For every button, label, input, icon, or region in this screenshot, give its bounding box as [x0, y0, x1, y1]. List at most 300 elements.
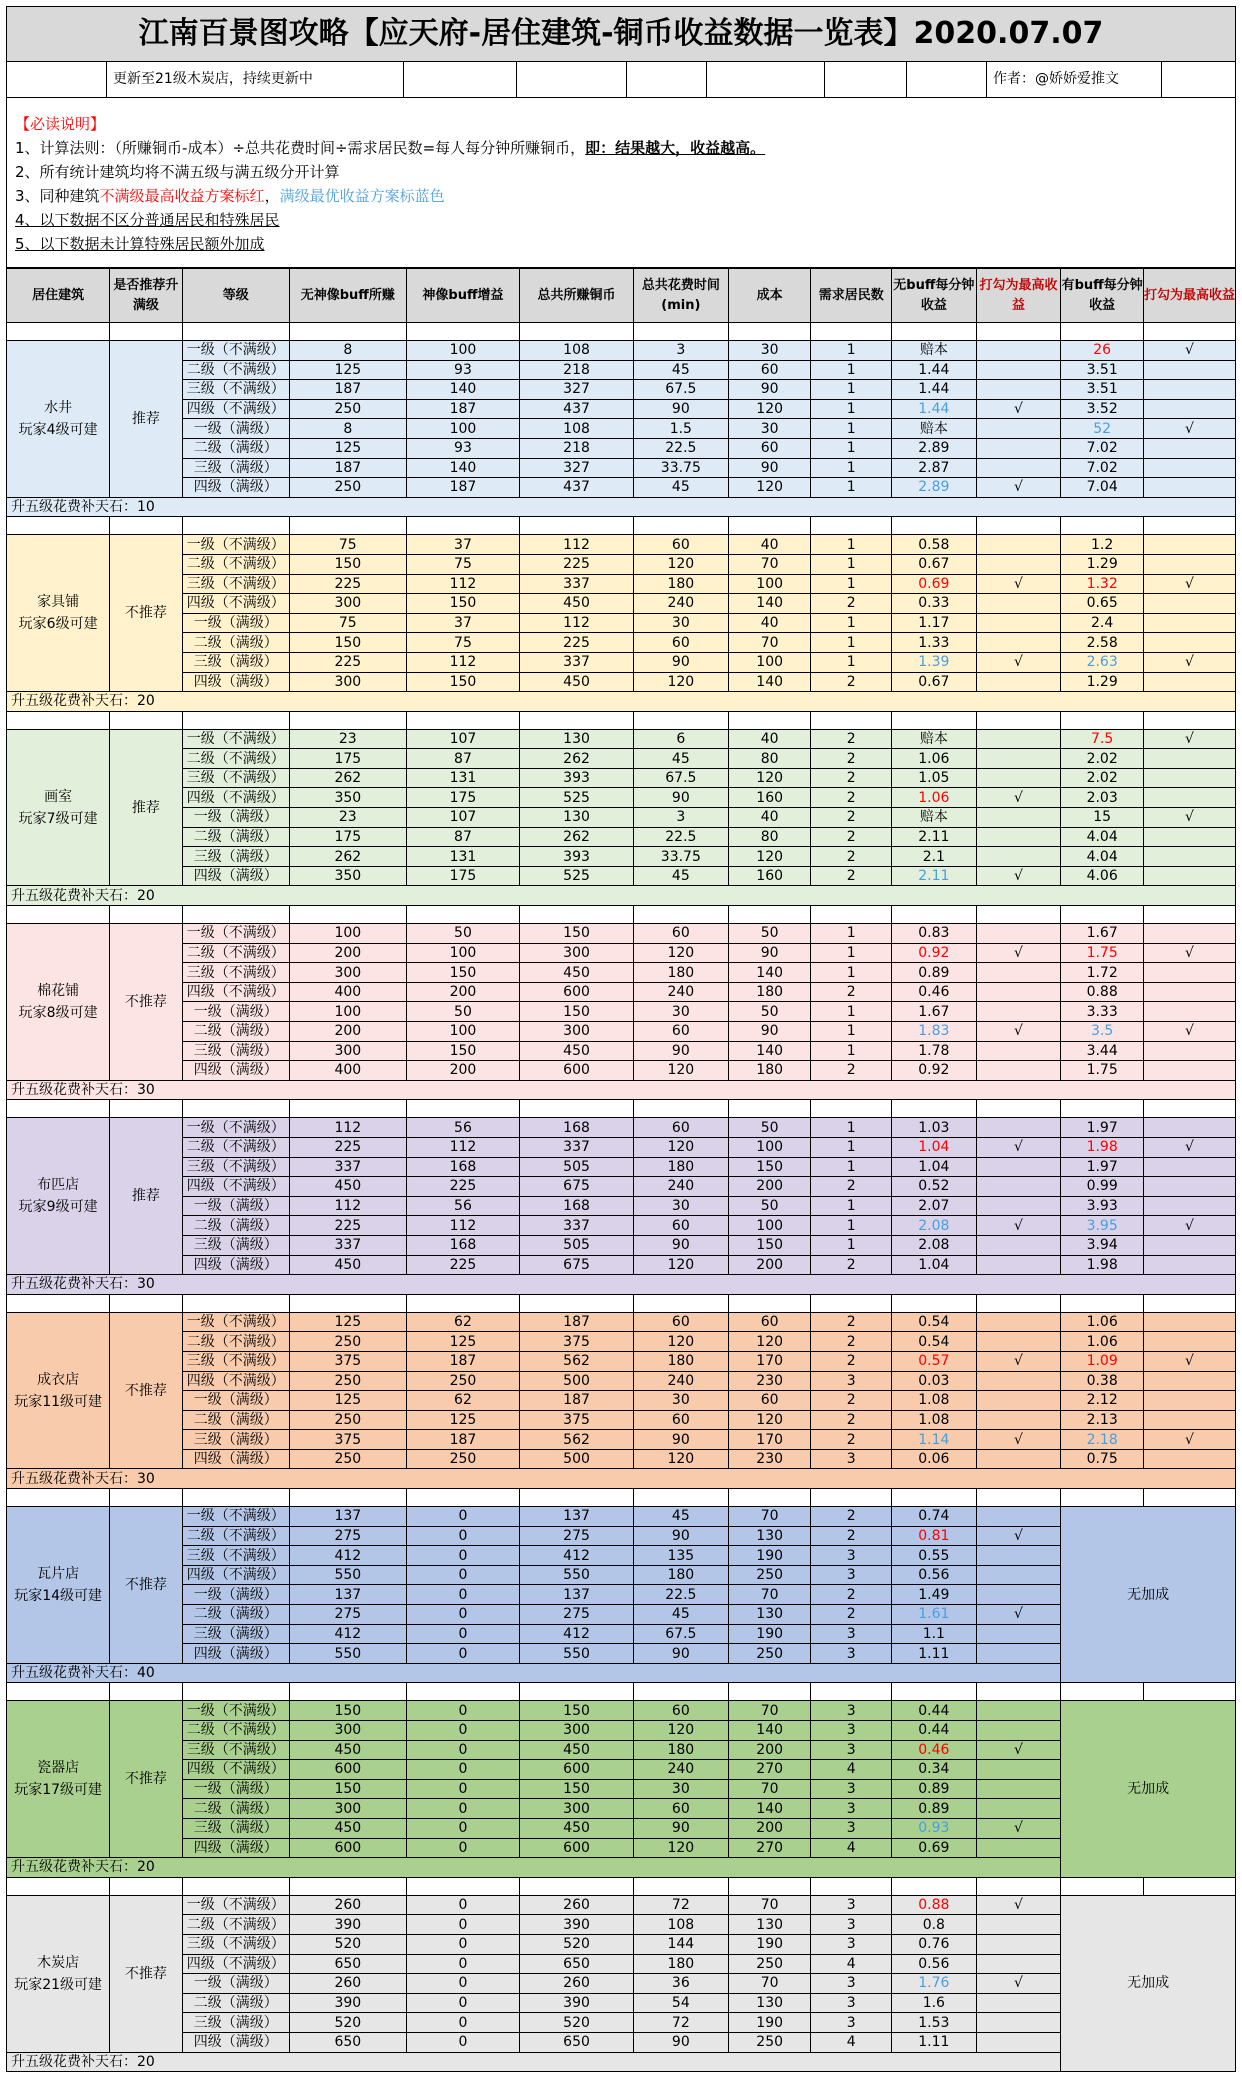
- value-cell[interactable]: 1: [811, 360, 892, 380]
- value-cell[interactable]: 7.5: [1061, 729, 1144, 749]
- value-cell[interactable]: 3: [633, 341, 728, 361]
- building-name-cell[interactable]: [7, 1507, 110, 1664]
- value-cell[interactable]: 1: [811, 963, 892, 983]
- value-cell[interactable]: 40: [728, 808, 811, 828]
- value-cell[interactable]: 140: [728, 963, 811, 983]
- empty-cell[interactable]: [1061, 1877, 1144, 1895]
- value-cell[interactable]: 0.57: [892, 1351, 977, 1371]
- column-header[interactable]: 是否推荐升满级: [110, 269, 182, 323]
- value-cell[interactable]: 180: [633, 1157, 728, 1177]
- empty-cell[interactable]: [406, 711, 520, 729]
- value-cell[interactable]: 37: [406, 535, 520, 555]
- value-cell[interactable]: 112: [289, 1196, 406, 1216]
- value-cell[interactable]: 350: [289, 866, 406, 886]
- empty-cell[interactable]: [406, 1489, 520, 1507]
- level-cell[interactable]: 三级（满级）: [182, 458, 289, 478]
- value-cell[interactable]: 275: [289, 1605, 406, 1625]
- empty-cell[interactable]: [289, 1877, 406, 1895]
- value-cell[interactable]: 0: [406, 1895, 520, 1915]
- empty-cell[interactable]: [976, 1294, 1061, 1312]
- value-cell[interactable]: 0.89: [892, 1779, 977, 1799]
- no-buff-cell[interactable]: 无加成: [1061, 1895, 1236, 2071]
- value-cell[interactable]: 67.5: [633, 1624, 728, 1644]
- value-cell[interactable]: 2: [811, 1391, 892, 1411]
- level-cell[interactable]: 三级（不满级）: [182, 574, 289, 594]
- value-cell[interactable]: 3.44: [1061, 1041, 1144, 1061]
- value-cell[interactable]: 108: [520, 419, 634, 439]
- value-cell[interactable]: 1.97: [1061, 1118, 1144, 1138]
- value-cell[interactable]: 275: [289, 1526, 406, 1546]
- level-cell[interactable]: 四级（满级）: [182, 478, 289, 498]
- value-cell[interactable]: 120: [728, 768, 811, 788]
- empty-cell[interactable]: [289, 906, 406, 924]
- value-cell[interactable]: 0.54: [892, 1332, 977, 1352]
- value-cell[interactable]: √: [1143, 574, 1235, 594]
- empty-cell[interactable]: [182, 1877, 289, 1895]
- value-cell[interactable]: 150: [728, 1157, 811, 1177]
- value-cell[interactable]: [976, 808, 1061, 828]
- value-cell[interactable]: 230: [728, 1371, 811, 1391]
- value-cell[interactable]: 60: [728, 360, 811, 380]
- value-cell[interactable]: 30: [728, 341, 811, 361]
- value-cell[interactable]: 500: [520, 1371, 634, 1391]
- level-cell[interactable]: 二级（满级）: [182, 1216, 289, 1236]
- value-cell[interactable]: 600: [520, 1061, 634, 1081]
- empty-cell[interactable]: [1061, 517, 1144, 535]
- empty-cell[interactable]: [1143, 1683, 1235, 1701]
- value-cell[interactable]: 450: [520, 594, 634, 614]
- value-cell[interactable]: [1143, 1041, 1235, 1061]
- column-header[interactable]: 成本: [728, 269, 811, 323]
- value-cell[interactable]: [1143, 554, 1235, 574]
- value-cell[interactable]: 140: [406, 458, 520, 478]
- value-cell[interactable]: 337: [289, 1235, 406, 1255]
- value-cell[interactable]: 2.13: [1061, 1410, 1144, 1430]
- value-cell[interactable]: 300: [289, 963, 406, 983]
- value-cell[interactable]: 180: [633, 1565, 728, 1585]
- level-cell[interactable]: 三级（满级）: [182, 652, 289, 672]
- stone-cost[interactable]: 升五级花费补天石：40: [7, 1663, 1061, 1683]
- value-cell[interactable]: 230: [728, 1449, 811, 1469]
- value-cell[interactable]: 2.4: [1061, 613, 1144, 633]
- value-cell[interactable]: 550: [289, 1644, 406, 1664]
- empty-cell[interactable]: [892, 1877, 977, 1895]
- value-cell[interactable]: 90: [728, 458, 811, 478]
- value-cell[interactable]: 1: [811, 399, 892, 419]
- value-cell[interactable]: 50: [728, 1002, 811, 1022]
- empty-cell[interactable]: [182, 1683, 289, 1701]
- value-cell[interactable]: [1143, 594, 1235, 614]
- value-cell[interactable]: 1.04: [892, 1157, 977, 1177]
- value-cell[interactable]: 120: [633, 1721, 728, 1741]
- value-cell[interactable]: 2: [811, 808, 892, 828]
- value-cell[interactable]: 218: [520, 438, 634, 458]
- value-cell[interactable]: [976, 1546, 1061, 1566]
- value-cell[interactable]: 2.08: [892, 1235, 977, 1255]
- value-cell[interactable]: 0.74: [892, 1507, 977, 1527]
- stone-cost[interactable]: 升五级花费补天石：20: [7, 1858, 1061, 1878]
- value-cell[interactable]: 3: [811, 1934, 892, 1954]
- column-header[interactable]: 总共花费时间(min): [633, 269, 728, 323]
- value-cell[interactable]: 2: [811, 982, 892, 1002]
- value-cell[interactable]: 3.5: [1061, 1022, 1144, 1042]
- value-cell[interactable]: √: [1143, 652, 1235, 672]
- value-cell[interactable]: 520: [289, 1934, 406, 1954]
- value-cell[interactable]: 225: [289, 574, 406, 594]
- value-cell[interactable]: [976, 1118, 1061, 1138]
- value-cell[interactable]: 22.5: [633, 1585, 728, 1605]
- value-cell[interactable]: 70: [728, 1701, 811, 1721]
- value-cell[interactable]: 437: [520, 478, 634, 498]
- value-cell[interactable]: 2: [811, 729, 892, 749]
- value-cell[interactable]: 赔本: [892, 808, 977, 828]
- value-cell[interactable]: [1143, 672, 1235, 692]
- value-cell[interactable]: 3: [811, 1818, 892, 1838]
- value-cell[interactable]: [1143, 613, 1235, 633]
- value-cell[interactable]: 135: [633, 1546, 728, 1566]
- level-cell[interactable]: 二级（不满级）: [182, 1137, 289, 1157]
- level-cell[interactable]: 一级（不满级）: [182, 1118, 289, 1138]
- value-cell[interactable]: [976, 2032, 1061, 2052]
- value-cell[interactable]: 168: [520, 1196, 634, 1216]
- value-cell[interactable]: √: [1143, 943, 1235, 963]
- level-cell[interactable]: 四级（不满级）: [182, 399, 289, 419]
- value-cell[interactable]: 50: [728, 1118, 811, 1138]
- value-cell[interactable]: 300: [289, 1799, 406, 1819]
- value-cell[interactable]: 1.39: [892, 652, 977, 672]
- level-cell[interactable]: 三级（满级）: [182, 847, 289, 867]
- value-cell[interactable]: 131: [406, 768, 520, 788]
- value-cell[interactable]: 150: [289, 1701, 406, 1721]
- value-cell[interactable]: 3: [811, 1779, 892, 1799]
- value-cell[interactable]: [1143, 1312, 1235, 1332]
- value-cell[interactable]: [976, 341, 1061, 361]
- value-cell[interactable]: 0.81: [892, 1526, 977, 1546]
- value-cell[interactable]: [1143, 768, 1235, 788]
- value-cell[interactable]: 67.5: [633, 380, 728, 400]
- value-cell[interactable]: √: [976, 1216, 1061, 1236]
- value-cell[interactable]: [976, 613, 1061, 633]
- value-cell[interactable]: 190: [728, 2013, 811, 2033]
- value-cell[interactable]: 2.58: [1061, 633, 1144, 653]
- empty-cell[interactable]: [728, 1683, 811, 1701]
- value-cell[interactable]: 60: [633, 1118, 728, 1138]
- level-cell[interactable]: 三级（不满级）: [182, 1351, 289, 1371]
- empty-cell[interactable]: [7, 1877, 110, 1895]
- value-cell[interactable]: [976, 1255, 1061, 1275]
- level-cell[interactable]: 三级（满级）: [182, 2013, 289, 2033]
- level-cell[interactable]: 四级（不满级）: [182, 1565, 289, 1585]
- value-cell[interactable]: 1.14: [892, 1430, 977, 1450]
- level-cell[interactable]: 四级（满级）: [182, 672, 289, 692]
- value-cell[interactable]: 1.6: [892, 1993, 977, 2013]
- value-cell[interactable]: [976, 1041, 1061, 1061]
- value-cell[interactable]: 90: [728, 1022, 811, 1042]
- value-cell[interactable]: 0: [406, 1915, 520, 1935]
- value-cell[interactable]: 175: [289, 749, 406, 769]
- value-cell[interactable]: 1: [811, 1002, 892, 1022]
- value-cell[interactable]: 26: [1061, 341, 1144, 361]
- value-cell[interactable]: √: [976, 399, 1061, 419]
- building-name-cell[interactable]: [7, 341, 110, 498]
- value-cell[interactable]: 250: [289, 1449, 406, 1469]
- value-cell[interactable]: [1143, 963, 1235, 983]
- level-cell[interactable]: 三级（不满级）: [182, 380, 289, 400]
- empty-cell[interactable]: [110, 711, 182, 729]
- empty-cell[interactable]: [811, 1294, 892, 1312]
- value-cell[interactable]: 0.54: [892, 1312, 977, 1332]
- empty-cell[interactable]: [633, 1877, 728, 1895]
- empty-cell[interactable]: [892, 1100, 977, 1118]
- empty-cell[interactable]: [520, 906, 634, 924]
- value-cell[interactable]: 190: [728, 1546, 811, 1566]
- empty-cell[interactable]: [289, 323, 406, 341]
- value-cell[interactable]: 1: [811, 380, 892, 400]
- value-cell[interactable]: [976, 982, 1061, 1002]
- value-cell[interactable]: [1143, 478, 1235, 498]
- value-cell[interactable]: 240: [633, 982, 728, 1002]
- value-cell[interactable]: [976, 1332, 1061, 1352]
- value-cell[interactable]: 190: [728, 1934, 811, 1954]
- value-cell[interactable]: 1: [811, 341, 892, 361]
- value-cell[interactable]: 200: [728, 1255, 811, 1275]
- value-cell[interactable]: 130: [728, 1605, 811, 1625]
- value-cell[interactable]: 30: [633, 1002, 728, 1022]
- value-cell[interactable]: [976, 535, 1061, 555]
- value-cell[interactable]: 0.83: [892, 924, 977, 944]
- value-cell[interactable]: 180: [633, 574, 728, 594]
- level-cell[interactable]: 一级（满级）: [182, 1002, 289, 1022]
- value-cell[interactable]: 2.18: [1061, 1430, 1144, 1450]
- value-cell[interactable]: 125: [289, 360, 406, 380]
- value-cell[interactable]: 130: [728, 1526, 811, 1546]
- value-cell[interactable]: 525: [520, 788, 634, 808]
- value-cell[interactable]: 100: [406, 1022, 520, 1042]
- value-cell[interactable]: 0: [406, 1701, 520, 1721]
- stone-cost[interactable]: 升五级花费补天石：20: [7, 2052, 1061, 2072]
- empty-cell[interactable]: [892, 1294, 977, 1312]
- empty-cell[interactable]: [520, 711, 634, 729]
- value-cell[interactable]: 240: [633, 1177, 728, 1197]
- level-cell[interactable]: 一级（不满级）: [182, 535, 289, 555]
- empty-cell[interactable]: [811, 1489, 892, 1507]
- value-cell[interactable]: 1: [811, 419, 892, 439]
- value-cell[interactable]: 150: [520, 1701, 634, 1721]
- value-cell[interactable]: [976, 1157, 1061, 1177]
- value-cell[interactable]: 390: [289, 1915, 406, 1935]
- value-cell[interactable]: 100: [406, 341, 520, 361]
- value-cell[interactable]: 137: [289, 1507, 406, 1527]
- value-cell[interactable]: √: [1143, 1351, 1235, 1371]
- value-cell[interactable]: 75: [289, 613, 406, 633]
- value-cell[interactable]: 3: [811, 1895, 892, 1915]
- value-cell[interactable]: 1.06: [892, 788, 977, 808]
- value-cell[interactable]: 2: [811, 594, 892, 614]
- value-cell[interactable]: 0: [406, 2032, 520, 2052]
- empty-cell[interactable]: [520, 1100, 634, 1118]
- value-cell[interactable]: 2: [811, 1507, 892, 1527]
- value-cell[interactable]: 45: [633, 1605, 728, 1625]
- value-cell[interactable]: √: [1143, 808, 1235, 828]
- value-cell[interactable]: 1: [811, 652, 892, 672]
- value-cell[interactable]: 1.75: [1061, 943, 1144, 963]
- value-cell[interactable]: 0: [406, 1605, 520, 1625]
- empty-cell[interactable]: [892, 906, 977, 924]
- value-cell[interactable]: 45: [633, 866, 728, 886]
- value-cell[interactable]: 130: [728, 1993, 811, 2013]
- empty-cell[interactable]: [728, 1489, 811, 1507]
- value-cell[interactable]: 3: [811, 1644, 892, 1664]
- value-cell[interactable]: 0.99: [1061, 1177, 1144, 1197]
- value-cell[interactable]: 675: [520, 1177, 634, 1197]
- level-cell[interactable]: 二级（满级）: [182, 438, 289, 458]
- value-cell[interactable]: √: [976, 788, 1061, 808]
- value-cell[interactable]: 0: [406, 1760, 520, 1780]
- value-cell[interactable]: 1: [811, 554, 892, 574]
- value-cell[interactable]: 0.55: [892, 1546, 977, 1566]
- value-cell[interactable]: [976, 1779, 1061, 1799]
- value-cell[interactable]: 112: [520, 535, 634, 555]
- value-cell[interactable]: √: [976, 1526, 1061, 1546]
- value-cell[interactable]: 250: [406, 1449, 520, 1469]
- level-cell[interactable]: 四级（不满级）: [182, 594, 289, 614]
- value-cell[interactable]: 130: [520, 808, 634, 828]
- value-cell[interactable]: 2.89: [892, 478, 977, 498]
- empty-cell[interactable]: [728, 1294, 811, 1312]
- value-cell[interactable]: √: [1143, 729, 1235, 749]
- value-cell[interactable]: 30: [633, 1779, 728, 1799]
- value-cell[interactable]: [1143, 924, 1235, 944]
- info-cell-blank[interactable]: [1162, 62, 1237, 97]
- value-cell[interactable]: 90: [633, 1235, 728, 1255]
- value-cell[interactable]: 72: [633, 1895, 728, 1915]
- empty-cell[interactable]: [811, 906, 892, 924]
- value-cell[interactable]: [1143, 1332, 1235, 1352]
- value-cell[interactable]: √: [1143, 419, 1235, 439]
- value-cell[interactable]: 1.04: [892, 1137, 977, 1157]
- empty-cell[interactable]: [633, 1294, 728, 1312]
- value-cell[interactable]: 150: [289, 554, 406, 574]
- building-name-cell[interactable]: [7, 1895, 110, 2052]
- recommend-cell[interactable]: 不推荐: [110, 1701, 182, 1858]
- value-cell[interactable]: 30: [633, 1391, 728, 1411]
- value-cell[interactable]: 0.75: [1061, 1449, 1144, 1469]
- value-cell[interactable]: 0.46: [892, 1740, 977, 1760]
- value-cell[interactable]: 3: [811, 1624, 892, 1644]
- value-cell[interactable]: [1143, 1118, 1235, 1138]
- value-cell[interactable]: [1143, 1391, 1235, 1411]
- value-cell[interactable]: 2: [811, 1312, 892, 1332]
- value-cell[interactable]: 6: [633, 729, 728, 749]
- value-cell[interactable]: 1.17: [892, 613, 977, 633]
- value-cell[interactable]: [976, 1371, 1061, 1391]
- value-cell[interactable]: 300: [289, 1721, 406, 1741]
- value-cell[interactable]: 240: [633, 1371, 728, 1391]
- value-cell[interactable]: 0.52: [892, 1177, 977, 1197]
- value-cell[interactable]: 450: [289, 1740, 406, 1760]
- value-cell[interactable]: 250: [406, 1371, 520, 1391]
- level-cell[interactable]: 三级（满级）: [182, 1818, 289, 1838]
- empty-cell[interactable]: [811, 1100, 892, 1118]
- empty-cell[interactable]: [289, 711, 406, 729]
- empty-cell[interactable]: [7, 711, 110, 729]
- value-cell[interactable]: 300: [520, 1721, 634, 1741]
- value-cell[interactable]: 100: [728, 1137, 811, 1157]
- value-cell[interactable]: 0.06: [892, 1449, 977, 1469]
- value-cell[interactable]: 2.11: [892, 866, 977, 886]
- value-cell[interactable]: 0.8: [892, 1915, 977, 1935]
- value-cell[interactable]: 22.5: [633, 438, 728, 458]
- value-cell[interactable]: 2: [811, 788, 892, 808]
- empty-cell[interactable]: [110, 1489, 182, 1507]
- empty-cell[interactable]: [406, 906, 520, 924]
- value-cell[interactable]: 1.97: [1061, 1157, 1144, 1177]
- value-cell[interactable]: 3: [811, 1740, 892, 1760]
- empty-cell[interactable]: [520, 1294, 634, 1312]
- empty-cell[interactable]: [892, 517, 977, 535]
- value-cell[interactable]: 327: [520, 458, 634, 478]
- value-cell[interactable]: 130: [520, 729, 634, 749]
- value-cell[interactable]: 150: [406, 963, 520, 983]
- value-cell[interactable]: 350: [289, 788, 406, 808]
- value-cell[interactable]: [976, 1410, 1061, 1430]
- recommend-cell[interactable]: 不推荐: [110, 535, 182, 692]
- value-cell[interactable]: 400: [289, 1061, 406, 1081]
- value-cell[interactable]: [1143, 1061, 1235, 1081]
- value-cell[interactable]: 1: [811, 924, 892, 944]
- value-cell[interactable]: [1143, 438, 1235, 458]
- value-cell[interactable]: [1143, 1157, 1235, 1177]
- value-cell[interactable]: 140: [406, 380, 520, 400]
- stone-cost[interactable]: 升五级花费补天石：10: [7, 497, 1236, 517]
- value-cell[interactable]: 262: [520, 749, 634, 769]
- level-cell[interactable]: 二级（不满级）: [182, 554, 289, 574]
- value-cell[interactable]: [976, 1799, 1061, 1819]
- value-cell[interactable]: 2: [811, 1605, 892, 1625]
- level-cell[interactable]: 一级（不满级）: [182, 1895, 289, 1915]
- value-cell[interactable]: 70: [728, 1974, 811, 1994]
- column-header[interactable]: 打勾为最高收益: [976, 269, 1061, 323]
- level-cell[interactable]: 一级（满级）: [182, 808, 289, 828]
- value-cell[interactable]: 262: [289, 768, 406, 788]
- value-cell[interactable]: 0: [406, 1954, 520, 1974]
- value-cell[interactable]: 1.05: [892, 768, 977, 788]
- empty-cell[interactable]: [811, 517, 892, 535]
- level-cell[interactable]: 四级（不满级）: [182, 1760, 289, 1780]
- value-cell[interactable]: 0: [406, 1565, 520, 1585]
- value-cell[interactable]: 70: [728, 1507, 811, 1527]
- value-cell[interactable]: 240: [633, 594, 728, 614]
- value-cell[interactable]: [1143, 847, 1235, 867]
- empty-cell[interactable]: [406, 1294, 520, 1312]
- value-cell[interactable]: [1143, 1371, 1235, 1391]
- value-cell[interactable]: 3.51: [1061, 380, 1144, 400]
- level-cell[interactable]: 四级（满级）: [182, 1838, 289, 1858]
- stone-cost[interactable]: 升五级花费补天石：20: [7, 886, 1236, 906]
- value-cell[interactable]: 175: [289, 827, 406, 847]
- value-cell[interactable]: 45: [633, 360, 728, 380]
- value-cell[interactable]: 500: [520, 1449, 634, 1469]
- value-cell[interactable]: 112: [406, 1216, 520, 1236]
- value-cell[interactable]: 120: [633, 1137, 728, 1157]
- value-cell[interactable]: 1.11: [892, 1644, 977, 1664]
- value-cell[interactable]: 100: [406, 419, 520, 439]
- value-cell[interactable]: 125: [289, 1391, 406, 1411]
- value-cell[interactable]: √: [976, 1740, 1061, 1760]
- empty-cell[interactable]: [976, 906, 1061, 924]
- level-cell[interactable]: 三级（不满级）: [182, 963, 289, 983]
- value-cell[interactable]: 525: [520, 866, 634, 886]
